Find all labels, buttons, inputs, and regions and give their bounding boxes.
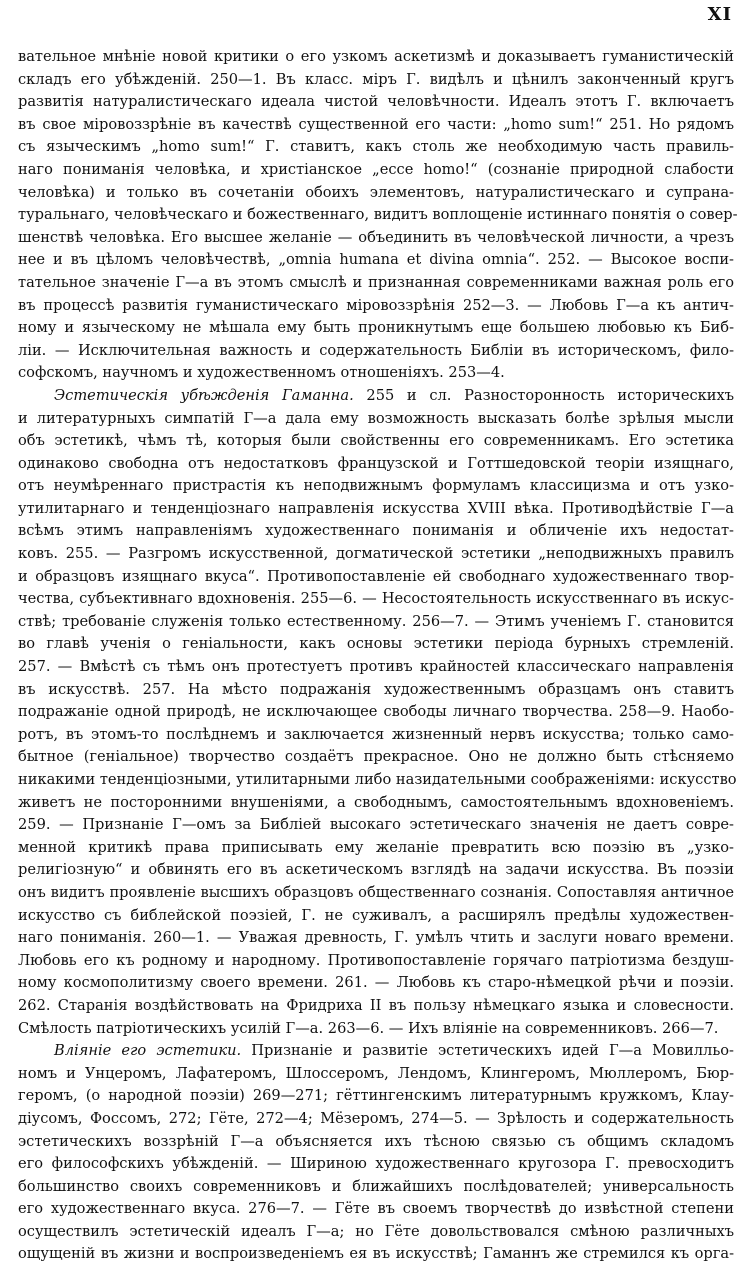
text-line: Любовь его къ родному и народному. Противопоставленіе горячаго патріотизма бездуш-: [18, 951, 734, 969]
text-line: ствѣ; требованіе служенія только естественному. 256—7. — Этимъ ученіемъ Г. становится: [18, 612, 734, 630]
text-line: никакими тенденціозными, утилитарными либо назидательными соображеніями: искусство: [18, 771, 737, 788]
text-line: тательное значеніе Г—а въ этомъ смыслѣ и признанная современниками важная роль его: [18, 273, 734, 291]
text-line: 259. — Признаніе Г—омъ за Библіей высокаго эстетическаго значенія не даетъ совре-: [18, 816, 734, 834]
text-line: его художественнаго вкуса. 276—7. — Гёте въ своемъ творчествѣ до извѣстной степени: [18, 1200, 734, 1218]
text-line: одинаково свободна отъ недостатковъ французской и Готтшедовской теоріи изящнаго,: [18, 454, 734, 472]
text-line: искусство съ библейской поэзіей, Г. не суживалъ, а расширялъ предѣлы художествен-: [18, 906, 734, 924]
text-line: наго пониманія человѣка, и христіанское „ecce homo!“ (сознаніе природной слабости: [18, 160, 734, 178]
text-line: развитія натуралистическаго идеала чистой человѣчности. Идеалъ этотъ Г. включаетъ: [18, 93, 734, 111]
text-line: осуществилъ эстетическій идеалъ Г—а; но Гёте довольствовался смѣною различныхъ: [18, 1222, 734, 1240]
text-line: Эстетическія убѣжденія Гаманна. 255 и сл. Разносторонность историческихъ: [54, 386, 734, 404]
text-line: въ искусствѣ. 257. На мѣсто подражанія художественнымъ образцамъ онъ ставитъ: [18, 680, 734, 698]
text-line: ковъ. 255. — Разгромъ искусственной, догматической эстетики „неподвижныхъ правилъ: [18, 545, 734, 563]
text-line: Вліяніе его эстетики. Признаніе и развитіе эстетическихъ идей Г—а Мовилльо-: [54, 1042, 734, 1060]
text-line: его философскихъ убѣжденій. — Шириною художественнаго кругозора Г. превосходитъ: [18, 1155, 734, 1173]
text-line: объ эстетикѣ, чѣмъ тѣ, которыя были свойственны его современникамъ. Его эстетика: [18, 432, 734, 450]
text-line: утилитарнаго и тенденціознаго направленія искусства XVIII вѣка. Противодѣйствіе Г—а: [18, 499, 734, 517]
text-line: нее и въ цѣломъ человѣчествѣ, „omnia humana et divina omnia“. 252. — Высокое воспи-: [18, 251, 734, 269]
text-line: человѣка) и только въ сочетаніи обоихъ элементовъ, натуралистическаго и супрана-: [18, 183, 734, 201]
text-line: діусомъ, Фоссомъ, 272; Гёте, 272—4; Мёзеромъ, 274—5. — Зрѣлость и содержательность: [18, 1109, 734, 1127]
text-line: ощущеній въ жизни и воспроизведеніемъ ея въ искусствѣ; Гаманнъ же стремился къ орга-: [18, 1245, 734, 1263]
text-line: ротъ, въ этомъ-то послѣднемъ и заключается жизненный нервъ искусства; только само-: [18, 725, 734, 743]
text-line: складъ его убѣжденій. 250—1. Въ класс. міръ Г. видѣлъ и цѣнилъ законченный кругъ: [18, 70, 734, 88]
text-line: софскомъ, научномъ и художественномъ отношеніяхъ. 253—4.: [18, 364, 505, 382]
text-line: наго пониманія. 260—1. — Уважая древность, Г. умѣлъ чтить и заслуги новаго времени.: [18, 929, 734, 947]
text-line: бытное (геніальное) творчество создаётъ прекрасное. Оно не должно быть стѣсняемо: [18, 748, 734, 766]
page-number: XI: [707, 4, 732, 25]
section-heading: Вліяніе его эстетики.: [54, 1042, 242, 1060]
text-line: вательное мнѣніе новой критики о его узкомъ аскетизмѣ и доказываетъ гуманистическій: [18, 48, 734, 65]
text-line: въ процессѣ развитія гуманистическаго міровоззрѣнія 252—3. — Любовь Г—а къ антич-: [18, 296, 734, 314]
text-line: ному космополитизму своего времени. 261. — Любовь къ старо-нѣмецкой рѣчи и поэзіи.: [18, 974, 734, 992]
text-line: Смѣлость патріотическихъ усилій Г—а. 263—6. — Ихъ вліяніе на современниковъ. 266—7.: [18, 1019, 719, 1037]
text-line: во главѣ ученія о геніальности, какъ основы эстетики періода бурныхъ стремленій.: [18, 635, 734, 653]
body-text: [18, 46, 738, 1266]
text-line: менной критикѣ права приписывать ему желаніе превратить всю поэзію въ „узко-: [18, 838, 734, 856]
text-line: ліи. — Исключительная важность и содержательность Библіи въ историческомъ, фило-: [18, 341, 734, 359]
text-line: всѣмъ этимъ направленіямъ художественнаго пониманія и обличеніе ихъ недостат-: [18, 522, 734, 540]
text-line: религіозную“ и обвинять его въ аскетическомъ взглядѣ на задачи искусства. Въ поэзіи: [18, 861, 734, 879]
text-line: онъ видитъ проявленіе высшихъ образцовъ общественнаго сознанія. Сопоставляя античное: [18, 883, 734, 901]
text-line: геромъ, (о народной поэзіи) 269—271; гёттингенскимъ литературнымъ кружкомъ, Клау-: [18, 1087, 734, 1105]
text-line: туральнаго, человѣческаго и божественнаго, видитъ воплощеніе истиннаго понятія о совер-: [18, 206, 738, 224]
text-line: большинство своихъ современниковъ и ближайшихъ послѣдователей; универсальность: [18, 1177, 734, 1195]
text-line: 262. Старанія воздѣйствовать на Фридриха II въ пользу нѣмецкаго языка и словесности.: [18, 996, 734, 1014]
text-line: и литературныхъ симпатій Г—а дала ему возможность высказать болѣе зрѣлыя мысли: [18, 409, 734, 427]
text-line: живетъ не посторонними внушеніями, а свободнымъ, самостоятельнымъ вдохновеніемъ.: [18, 793, 734, 811]
text-line: 257. — Вмѣстѣ съ тѣмъ онъ протестуетъ противъ крайностей классическаго направленія: [18, 658, 734, 676]
text-line: съ языческимъ „homo sum!“ Г. ставитъ, какъ столь же необходимую часть правиль-: [18, 138, 734, 156]
text-line: подражаніе одной природѣ, не исключающее свободы личнаго творчества. 258—9. Наобо-: [18, 703, 734, 721]
text-line: ному и языческому не мѣшала ему быть проникнутымъ еще большею любовью къ Биб-: [18, 319, 734, 337]
text-line: номъ и Унцеромъ, Лафатеромъ, Шлоссеромъ, Лендомъ, Клингеромъ, Мюллеромъ, Бюр-: [18, 1064, 734, 1082]
text-line: чества, субъективнаго вдохновенія. 255—6. — Несостоятельность искусственнаго въ искус-: [18, 590, 734, 608]
section-heading: Эстетическія убѣжденія Гаманна.: [54, 386, 354, 404]
text-line: эстетическихъ воззрѣній Г—а объясняется ихъ тѣсною связью съ общимъ складомъ: [18, 1132, 734, 1150]
text-line: въ свое міровоззрѣніе въ качествѣ существенной его части: „homo sum!“ 251. Но рядомъ: [18, 115, 734, 133]
text-line: отъ неумѣреннаго пристрастія къ неподвижнымъ формуламъ классицизма и отъ узко-: [18, 477, 734, 495]
text-line: и образцовъ изящнаго вкуса“. Противопоставленіе ей свободнаго художественнаго твор-: [18, 567, 734, 585]
text-line: шенствѣ человѣка. Его высшее желаніе — объединить въ человѣческой личности, а чрезъ: [18, 228, 734, 246]
